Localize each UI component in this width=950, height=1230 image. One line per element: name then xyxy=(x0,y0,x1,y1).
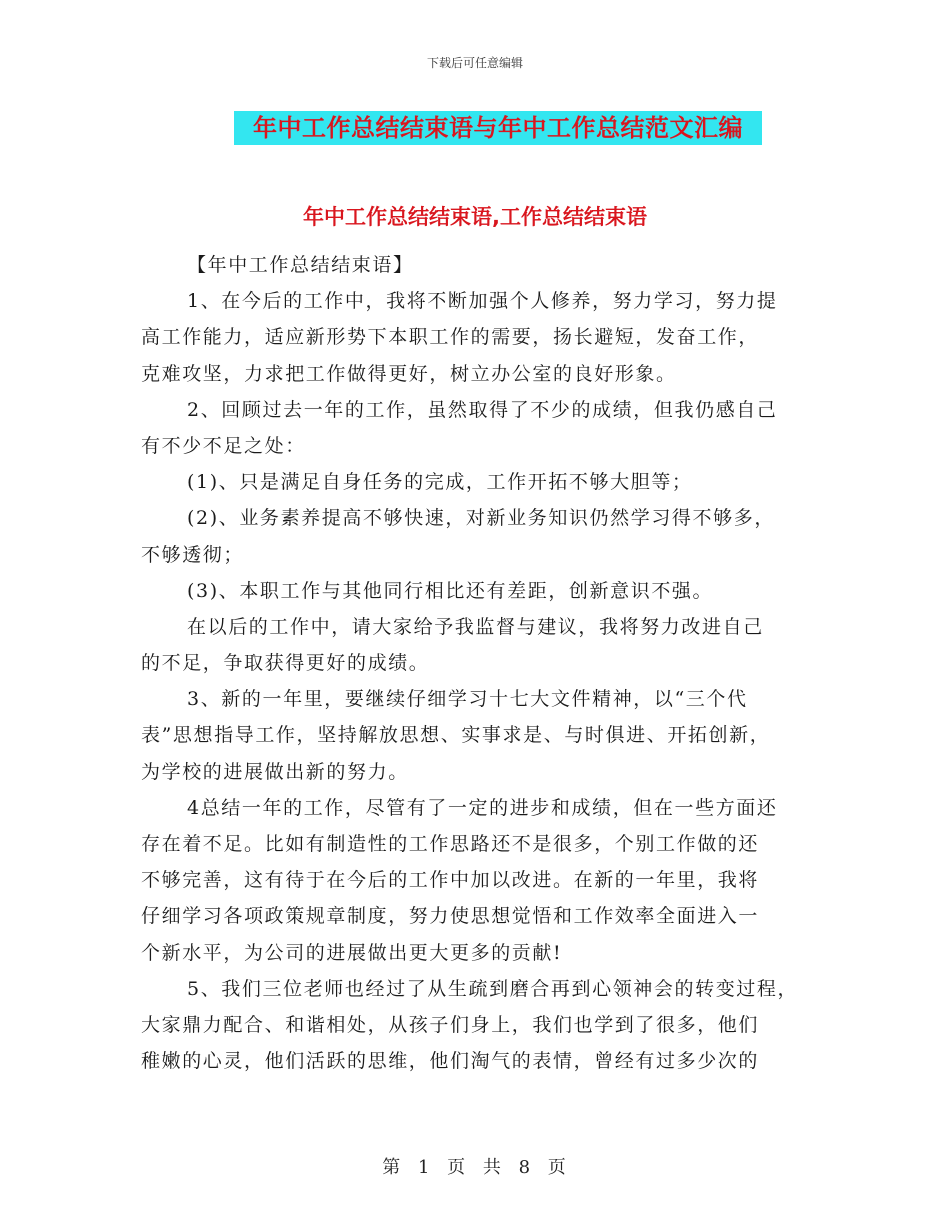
paragraph-line: 的不足，争取获得更好的成绩。 xyxy=(141,652,430,675)
paragraph-line: 大家鼎力配合、和谐相处，从孩子们身上，我们也学到了很多，他们 xyxy=(141,1013,760,1036)
page-footer: 第 1 页 共 8 页 xyxy=(382,1157,568,1178)
paragraph-line: 5、我们三位老师也经过了从生疏到磨合再到心领神会的转变过程， xyxy=(187,977,799,1000)
paragraph-line: 在以后的工作中，请大家给予我监督与建议，我将努力改进自己 xyxy=(187,615,764,638)
paragraph-line: 1、在今后的工作中，我将不断加强个人修养，努力学习，努力提 xyxy=(187,290,778,313)
main-title: 年中工作总结结束语与年中工作总结范文汇编 xyxy=(234,111,762,145)
paragraph-line: 为学校的进展做出新的努力。 xyxy=(141,760,409,783)
paragraph-line: 【年中工作总结结束语】 xyxy=(187,254,414,276)
paragraph-line: 高工作能力，适应新形势下本职工作的需要，扬长避短，发奋工作， xyxy=(141,326,760,349)
sub-title: 年中工作总结结束语,工作总结结束语 xyxy=(303,205,647,229)
paragraph-line: (1)、只是满足自身任务的完成，工作开拓不够大胆等； xyxy=(187,471,693,494)
paragraph-line: 表”思想指导工作，坚持解放思想、实事求是、与时俱进、开拓创新， xyxy=(141,724,771,747)
paragraph-line: 2、回顾过去一年的工作，虽然取得了不少的成绩，但我仍感自己 xyxy=(187,398,778,421)
paragraph-line: 稚嫩的心灵，他们活跃的思维，他们淘气的表情，曾经有过多少次的 xyxy=(141,1050,760,1073)
paragraph-line: 4总结一年的工作，尽管有了一定的进步和成绩，但在一些方面还 xyxy=(187,796,778,819)
paragraph-line: (3)、本职工作与其他同行相比还有差距，创新意识不强。 xyxy=(187,579,714,602)
paragraph-line: 3、新的一年里，要继续仔细学习十七大文件精神，以“三个代 xyxy=(187,688,748,711)
paragraph-line: 不够透彻； xyxy=(141,543,245,566)
body-text xyxy=(141,247,825,1079)
paragraph-line: 仔细学习各项政策规章制度，努力使思想觉悟和工作效率全面进入一 xyxy=(141,905,760,928)
paragraph-line: 克难攻坚，力求把工作做得更好，树立办公室的良好形象。 xyxy=(141,362,677,385)
paragraph-line: 存在着不足。比如有制造性的工作思路还不是很多，个别工作做的还 xyxy=(141,833,760,855)
header-note: 下载后可任意编辑 xyxy=(426,56,523,70)
paragraph-line: (2)、业务素养提高不够快速，对新业务知识仍然学习得不够多， xyxy=(187,507,775,530)
paragraph-line: 有不少不足之处： xyxy=(141,434,306,457)
paragraph-line: 不够完善，这有待于在今后的工作中加以改进。在新的一年里，我将 xyxy=(141,869,760,892)
paragraph-line: 个新水平，为公司的进展做出更大更多的贡献! xyxy=(141,941,563,964)
